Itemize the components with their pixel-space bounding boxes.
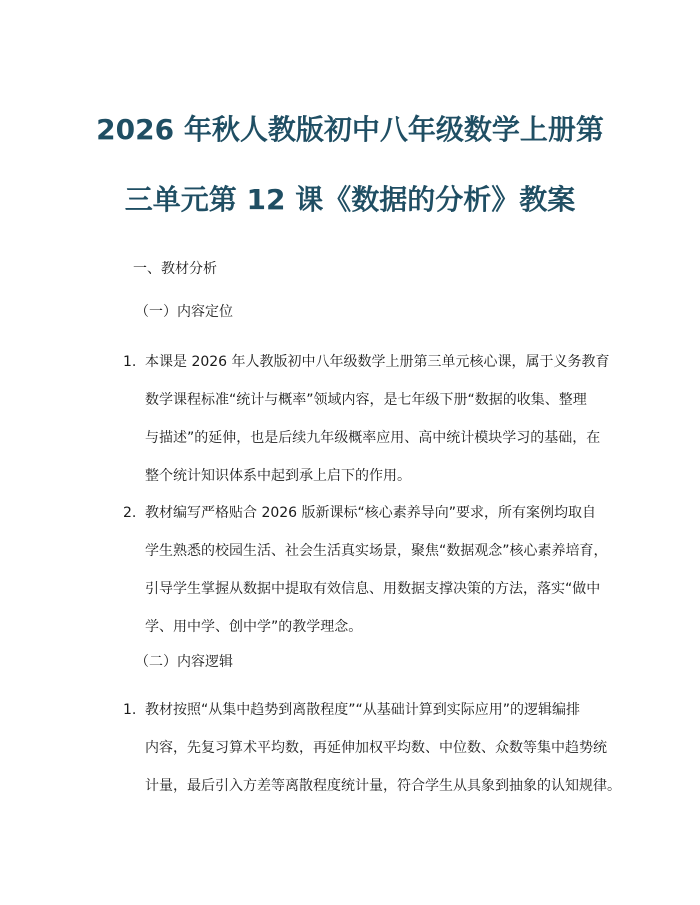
list-item-number: 1.: [123, 354, 137, 370]
document-title-line-1: 2026 年秋人教版初中八年级数学上册第: [96, 113, 604, 146]
subsection-heading: （一）内容定位: [135, 304, 233, 320]
paragraph-line: 整个统计知识体系中起到承上启下的作用。: [145, 468, 411, 484]
section-heading: 一、教材分析: [133, 261, 217, 277]
paragraph-line: 本课是 2026 年人教版初中八年级数学上册第三单元核心课，属于义务教育: [145, 354, 610, 370]
paragraph-line: 学生熟悉的校园生活、社会生活真实场景，聚焦“数据观念”核心素养培育，: [145, 543, 608, 559]
paragraph-line: 教材编写严格贴合 2026 版新课标“核心素养导向”要求，所有案例均取自: [145, 505, 597, 521]
paragraph-line: 数学课程标准“统计与概率”领域内容，是七年级下册“数据的收集、整理: [145, 392, 587, 408]
subsection-heading: （二）内容逻辑: [135, 654, 233, 670]
paragraph-line: 引导学生掌握从数据中提取有效信息、用数据支撑决策的方法，落实“做中: [145, 581, 601, 597]
paragraph-line: 教材按照“从集中趋势到离散程度”“从基础计算到实际应用”的逻辑编排: [145, 702, 581, 718]
paragraph-line: 学、用中学、创中学”的教学理念。: [145, 619, 363, 635]
document-title-line-2: 三单元第 12 课《数据的分析》教案: [124, 183, 576, 216]
list-item-number: 1.: [123, 702, 137, 718]
paragraph-line: 内容，先复习算术平均数，再延伸加权平均数、中位数、众数等集中趋势统: [145, 740, 607, 756]
paragraph-line: 计量，最后引入方差等离散程度统计量，符合学生从具象到抽象的认知规律。: [145, 778, 621, 794]
paragraph-line: 与描述”的延伸，也是后续九年级概率应用、高中统计模块学习的基础，在: [145, 430, 601, 446]
list-item-number: 2.: [123, 505, 137, 521]
